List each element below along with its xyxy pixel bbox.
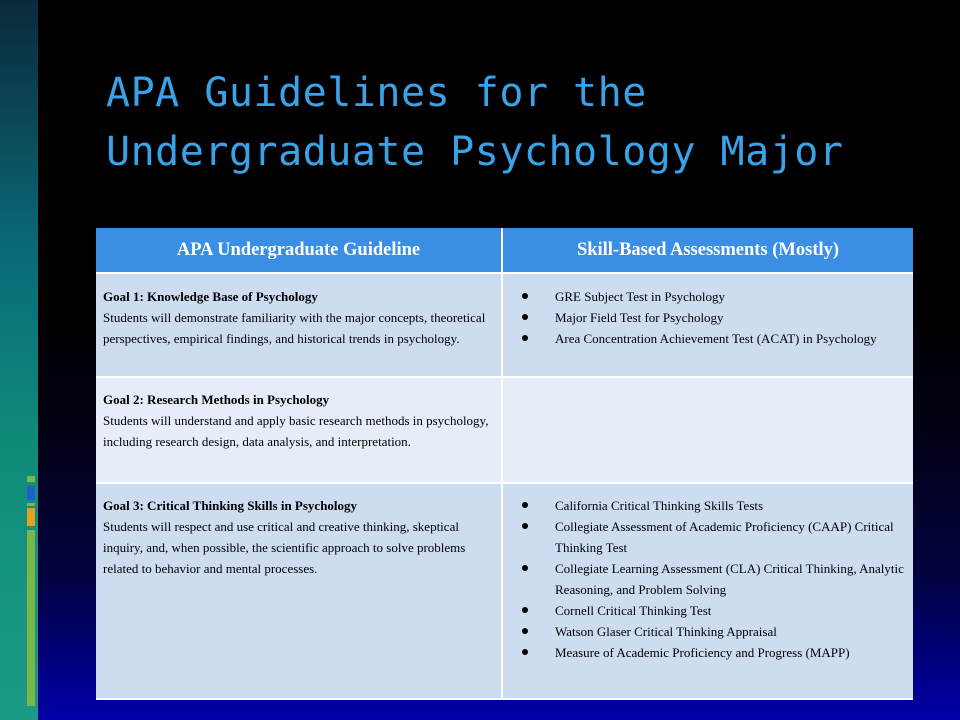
goal-description: Students will demonstrate familiarity with the major concepts, theoretical perspectives, empirical findings, and historical trends in psychology. bbox=[103, 310, 486, 346]
assessments-cell bbox=[502, 483, 913, 699]
accent-bar-orange bbox=[27, 508, 35, 526]
assessment-list bbox=[510, 495, 907, 663]
assessment-item: Watson Glaser Critical Thinking Appraisal bbox=[510, 621, 907, 642]
table-header-row bbox=[96, 228, 913, 273]
assessment-item: Collegiate Learning Assessment (CLA) Critical Thinking, Analytic Reasoning, and Problem Solving bbox=[510, 558, 907, 600]
assessment-item: Major Field Test for Psychology bbox=[510, 307, 907, 328]
accent-bar-blue bbox=[27, 486, 35, 500]
slide-title-line-2: Undergraduate Psychology Major bbox=[106, 129, 844, 175]
table-row bbox=[96, 483, 913, 699]
accent-bar-green-mid bbox=[27, 503, 35, 506]
goal-description: Students will respect and use critical and creative thinking, skeptical inquiry, and, when possible, the scientific approach to solve problems related to behavior and mental processes. bbox=[103, 519, 466, 576]
guidelines-table bbox=[96, 228, 913, 700]
guideline-cell bbox=[96, 273, 502, 377]
assessments-cell bbox=[502, 273, 913, 377]
table-row bbox=[96, 377, 913, 483]
assessment-item: GRE Subject Test in Psychology bbox=[510, 286, 907, 307]
assessment-item: Area Concentration Achievement Test (ACAT) in Psychology bbox=[510, 328, 907, 349]
assessment-item: California Critical Thinking Skills Tests bbox=[510, 495, 907, 516]
assessment-item: Cornell Critical Thinking Test bbox=[510, 600, 907, 621]
assessment-list bbox=[510, 286, 907, 349]
goal-title: Goal 2: Research Methods in Psychology bbox=[103, 392, 330, 407]
column-header-guideline: APA Undergraduate Guideline bbox=[96, 228, 502, 273]
guideline-cell bbox=[96, 377, 502, 483]
slide-title-line-1: APA Guidelines for the bbox=[106, 70, 647, 116]
assessment-item: Collegiate Assessment of Academic Proficiency (CAAP) Critical Thinking Test bbox=[510, 516, 907, 558]
slide-title bbox=[106, 64, 926, 182]
guideline-cell bbox=[96, 483, 502, 699]
goal-description: Students will understand and apply basic research methods in psychology, including research design, data analysis, and interpretation. bbox=[103, 413, 489, 449]
table-row bbox=[96, 273, 913, 377]
goal-title: Goal 3: Critical Thinking Skills in Psychology bbox=[103, 498, 358, 513]
accent-bar-green-bottom bbox=[27, 530, 35, 706]
accent-bar-green-top bbox=[27, 476, 35, 482]
goal-title: Goal 1: Knowledge Base of Psychology bbox=[103, 289, 318, 304]
assessment-item: Measure of Academic Proficiency and Progress (MAPP) bbox=[510, 642, 907, 663]
assessments-cell-empty bbox=[502, 377, 913, 483]
column-header-assessments: Skill-Based Assessments (Mostly) bbox=[502, 228, 913, 273]
